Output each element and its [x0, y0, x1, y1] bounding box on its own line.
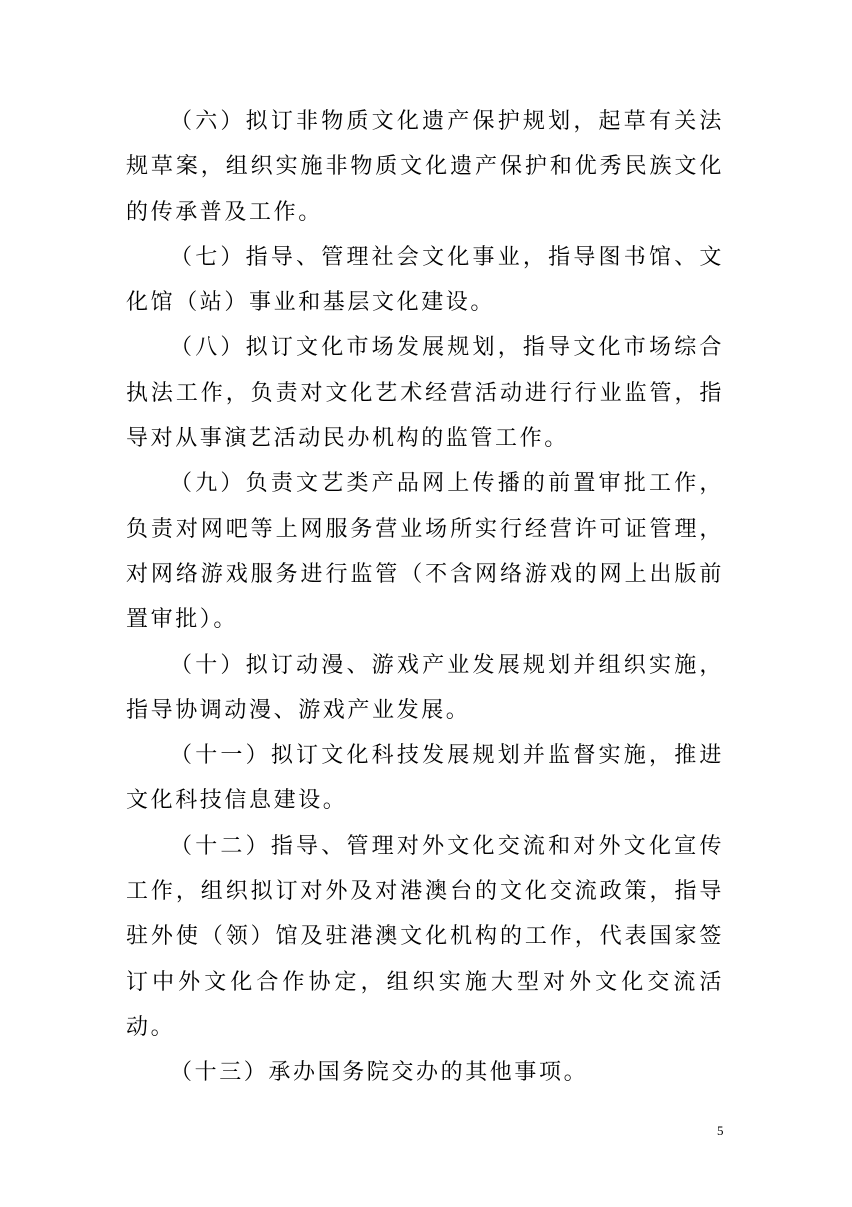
document-body	[126, 99, 724, 1096]
paragraph-item-8: （八）拟订文化市场发展规划，指导文化市场综合执法工作，负责对文化艺术经营活动进行行业监管，指导对从事演艺活动民办机构的监管工作。	[126, 335, 724, 452]
paragraph-item-12: （十二）指导、管理对外文化交流和对外文化宣传工作，组织拟订对外及对港澳台的文化交流政策，指导驻外使（领）馆及驻港澳文化机构的工作，代表国家签订中外文化合作协定，组织实施大型对外文化交流活动。	[126, 833, 724, 1040]
paragraph-item-11: （十一）拟订文化科技发展规划并监督实施，推进文化科技信息建设。	[126, 743, 724, 814]
paragraph-item-13: （十三）承办国务院交办的其他事项。	[170, 1060, 589, 1086]
paragraph-item-6: （六）拟订非物质文化遗产保护规划，起草有关法规草案，组织实施非物质文化遗产保护和优秀民族文化的传承普及工作。	[126, 109, 724, 225]
paragraph-item-9: （九）负责文艺类产品网上传播的前置审批工作，负责对网吧等上网服务营业场所实行经营许可证管理，对网络游戏服务进行监管（不含网络游戏的网上出版前置审批）。	[126, 471, 724, 633]
page-number: 5	[717, 1123, 724, 1138]
paragraph-item-7: （七）指导、管理社会文化事业，指导图书馆、文化馆（站）事业和基层文化建设。	[126, 244, 724, 316]
paragraph-item-10: （十）拟订动漫、游戏产业发展规划并组织实施，指导协调动漫、游戏产业发展。	[126, 652, 724, 723]
